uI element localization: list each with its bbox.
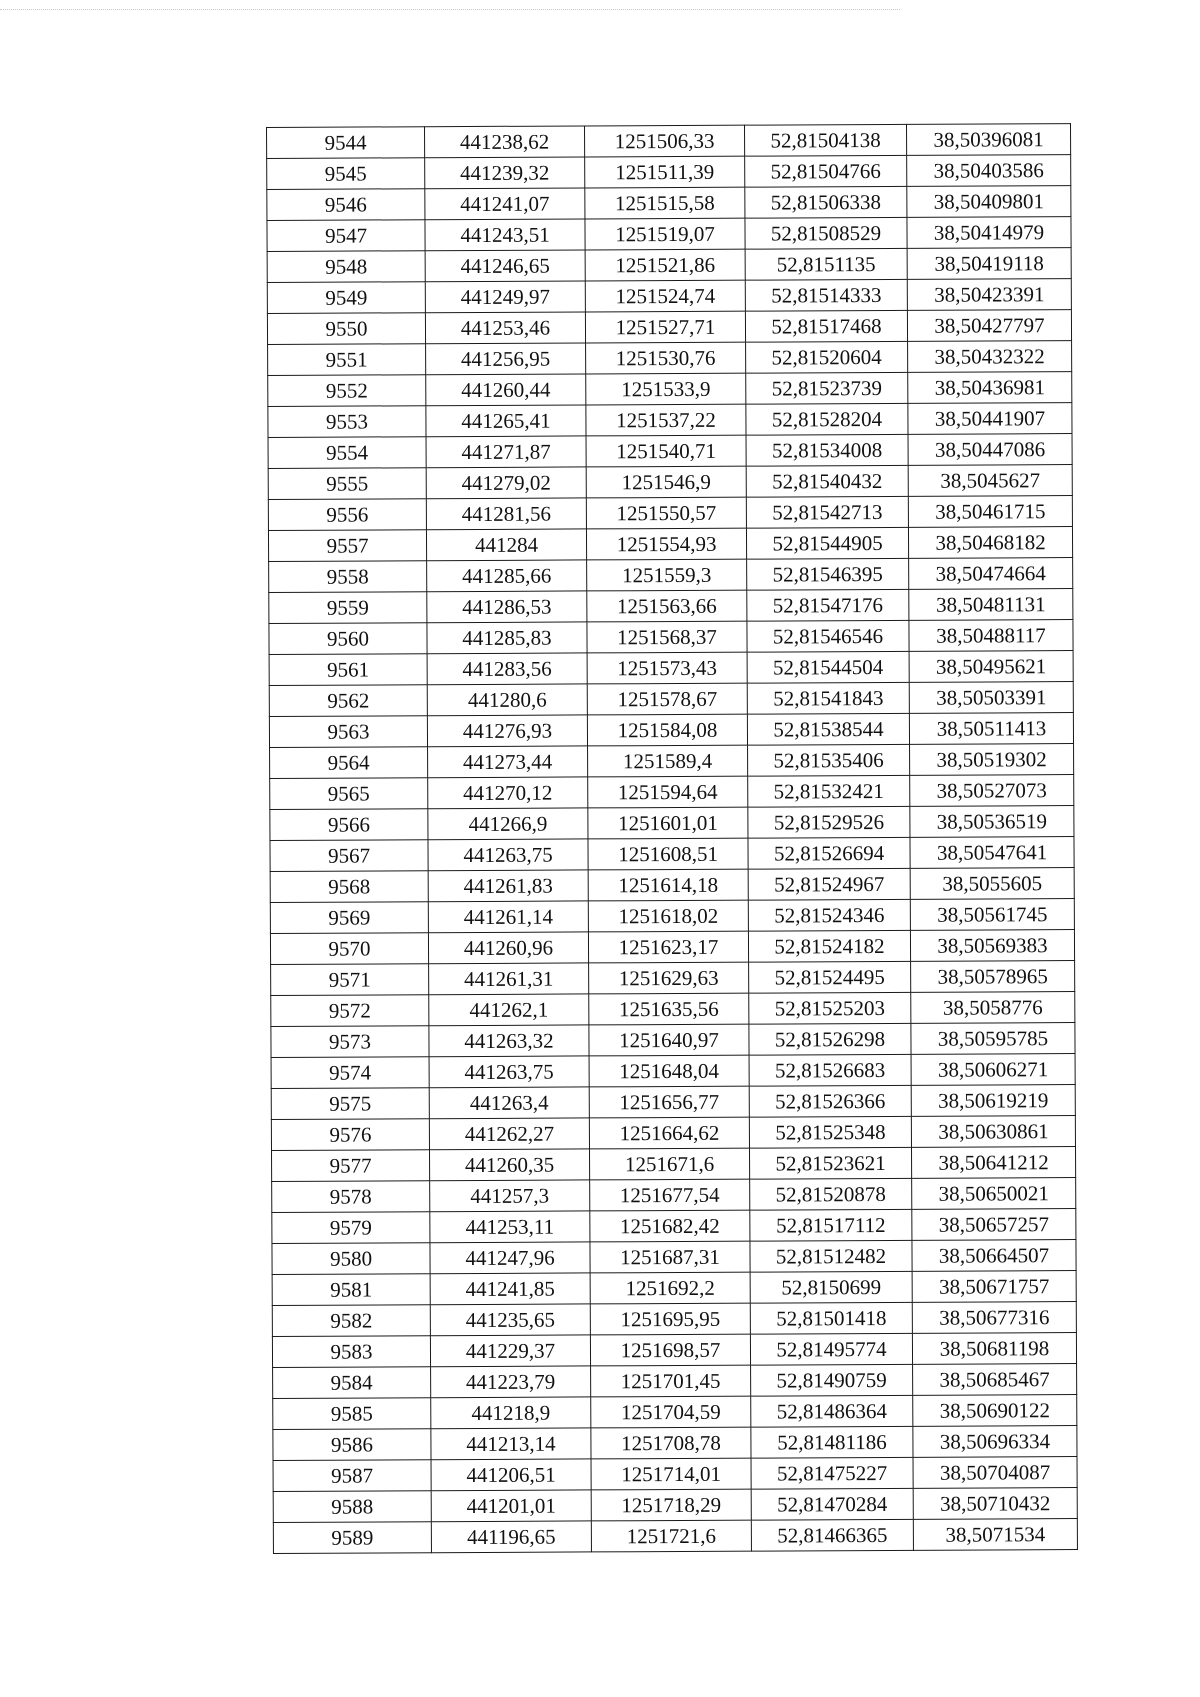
y-coordinate-cell: 1251640,97 [589,1024,749,1056]
point-number-cell: 9577 [272,1150,430,1182]
latitude-cell: 52,81544905 [746,527,908,559]
table-row [267,124,1071,159]
longitude-cell: 38,50474664 [909,558,1073,590]
y-coordinate-cell: 1251584,08 [587,714,747,746]
y-coordinate-cell: 1251682,42 [590,1210,750,1242]
point-number-cell: 9544 [267,127,425,159]
latitude-cell: 52,81466365 [751,1519,913,1551]
longitude-cell: 38,50519302 [910,744,1074,776]
latitude-cell: 52,81526366 [749,1085,911,1117]
x-coordinate-cell: 441280,6 [427,684,587,716]
point-number-cell: 9546 [267,189,425,221]
y-coordinate-cell: 1251519,07 [585,218,745,250]
table-row [269,558,1073,593]
x-coordinate-cell: 441279,02 [426,467,586,499]
latitude-cell: 52,81481186 [751,1426,913,1458]
table-row [272,1302,1076,1337]
point-number-cell: 9584 [273,1367,431,1399]
latitude-cell: 52,81517468 [745,310,907,342]
longitude-cell: 38,50595785 [911,1023,1075,1055]
table-row [273,1488,1077,1523]
longitude-cell: 38,50681198 [912,1333,1076,1365]
latitude-cell: 52,81526694 [748,837,910,869]
point-number-cell: 9561 [269,654,427,686]
latitude-cell: 52,81501418 [750,1302,912,1334]
table-row [273,1364,1077,1399]
longitude-cell: 38,50441907 [908,403,1072,435]
x-coordinate-cell: 441283,56 [427,653,587,685]
x-coordinate-cell: 441285,83 [427,622,587,654]
table-row [271,992,1075,1027]
longitude-cell: 38,5058776 [911,992,1075,1024]
y-coordinate-cell: 1251530,76 [586,342,746,374]
latitude-cell: 52,81470284 [751,1488,913,1520]
latitude-cell: 52,81534008 [746,434,908,466]
latitude-cell: 52,8150699 [750,1271,912,1303]
point-number-cell: 9564 [270,747,428,779]
y-coordinate-cell: 1251648,04 [589,1055,749,1087]
point-number-cell: 9579 [272,1212,430,1244]
x-coordinate-cell: 441260,44 [426,374,586,406]
y-coordinate-cell: 1251601,01 [588,807,748,839]
longitude-cell: 38,50468182 [908,527,1072,559]
y-coordinate-cell: 1251554,93 [586,528,746,560]
y-coordinate-cell: 1251692,2 [590,1272,750,1304]
latitude-cell: 52,81508529 [745,217,907,249]
point-number-cell: 9545 [267,158,425,190]
point-number-cell: 9586 [273,1429,431,1461]
x-coordinate-cell: 441246,65 [425,250,585,282]
latitude-cell: 52,81520604 [746,341,908,373]
latitude-cell: 52,81540432 [746,465,908,497]
x-coordinate-cell: 441276,93 [427,715,587,747]
table-row [269,651,1073,686]
table-row [272,1271,1076,1306]
point-number-cell: 9580 [272,1243,430,1275]
latitude-cell: 52,81475227 [751,1457,913,1489]
latitude-cell: 52,81524967 [748,868,910,900]
y-coordinate-cell: 1251578,67 [587,683,747,715]
table-row [273,1395,1077,1430]
x-coordinate-cell: 441241,85 [430,1273,590,1305]
y-coordinate-cell: 1251589,4 [588,745,748,777]
point-number-cell: 9572 [271,995,429,1027]
scan-edge-line [0,9,900,10]
point-number-cell: 9549 [267,282,425,314]
longitude-cell: 38,50495621 [909,651,1073,683]
x-coordinate-cell: 441247,96 [430,1242,590,1274]
longitude-cell: 38,50396081 [906,124,1070,156]
point-number-cell: 9587 [273,1460,431,1492]
longitude-cell: 38,50671757 [912,1271,1076,1303]
table-row [269,682,1073,717]
x-coordinate-cell: 441260,96 [428,932,588,964]
x-coordinate-cell: 441253,11 [430,1211,590,1243]
y-coordinate-cell: 1251708,78 [591,1427,751,1459]
latitude-cell: 52,81495774 [750,1333,912,1365]
x-coordinate-cell: 441261,83 [428,870,588,902]
x-coordinate-cell: 441263,32 [429,1025,589,1057]
longitude-cell: 38,50527073 [910,775,1074,807]
longitude-cell: 38,50447086 [908,434,1072,466]
point-number-cell: 9575 [271,1088,429,1120]
x-coordinate-cell: 441201,01 [431,1490,591,1522]
x-coordinate-cell: 441265,41 [426,405,586,437]
x-coordinate-cell: 441249,97 [425,281,585,313]
latitude-cell: 52,81526298 [749,1023,911,1055]
x-coordinate-cell: 441285,66 [427,560,587,592]
latitude-cell: 52,81524346 [748,899,910,931]
x-coordinate-cell: 441263,75 [428,839,588,871]
table-row [267,217,1071,252]
latitude-cell: 52,81528204 [746,403,908,435]
x-coordinate-cell: 441238,62 [425,126,585,158]
longitude-cell: 38,50536519 [910,806,1074,838]
point-number-cell: 9588 [273,1491,431,1523]
table-row [267,310,1071,345]
longitude-cell: 38,50641212 [911,1147,1075,1179]
coordinates-table-body [267,124,1078,1554]
point-number-cell: 9571 [271,964,429,996]
longitude-cell: 38,50561745 [910,899,1074,931]
x-coordinate-cell: 441257,3 [430,1180,590,1212]
longitude-cell: 38,50409801 [907,186,1071,218]
point-number-cell: 9576 [271,1119,429,1151]
point-number-cell: 9583 [272,1336,430,1368]
y-coordinate-cell: 1251664,62 [589,1117,749,1149]
table-row [272,1147,1076,1182]
latitude-cell: 52,81524495 [749,961,911,993]
x-coordinate-cell: 441243,51 [425,219,585,251]
point-number-cell: 9582 [272,1305,430,1337]
y-coordinate-cell: 1251623,17 [588,931,748,963]
table-row [268,403,1072,438]
x-coordinate-cell: 441261,31 [429,963,589,995]
latitude-cell: 52,81547176 [747,589,909,621]
table-row [271,1085,1075,1120]
longitude-cell: 38,50690122 [913,1395,1077,1427]
point-number-cell: 9569 [270,902,428,934]
latitude-cell: 52,81506338 [745,186,907,218]
x-coordinate-cell: 441223,79 [431,1366,591,1398]
latitude-cell: 52,81514333 [745,279,907,311]
x-coordinate-cell: 441218,9 [431,1397,591,1429]
x-coordinate-cell: 441213,14 [431,1428,591,1460]
point-number-cell: 9585 [273,1398,431,1430]
latitude-cell: 52,81541843 [747,682,909,714]
table-row [268,372,1072,407]
longitude-cell: 38,50677316 [912,1302,1076,1334]
y-coordinate-cell: 1251614,18 [588,869,748,901]
y-coordinate-cell: 1251533,9 [586,373,746,405]
table-row [270,775,1074,810]
latitude-cell: 52,81523739 [746,372,908,404]
table-row [272,1178,1076,1213]
y-coordinate-cell: 1251546,9 [586,466,746,498]
longitude-cell: 38,50657257 [912,1209,1076,1241]
y-coordinate-cell: 1251511,39 [585,156,745,188]
latitude-cell: 52,81524182 [748,930,910,962]
point-number-cell: 9581 [272,1274,430,1306]
latitude-cell: 52,81520878 [750,1178,912,1210]
longitude-cell: 38,50403586 [907,155,1071,187]
longitude-cell: 38,50664507 [912,1240,1076,1272]
latitude-cell: 52,81546546 [747,620,909,652]
table-row [270,930,1074,965]
latitude-cell: 52,81517112 [750,1209,912,1241]
longitude-cell: 38,50419118 [907,248,1071,280]
y-coordinate-cell: 1251521,86 [585,249,745,281]
x-coordinate-cell: 441261,14 [428,901,588,933]
longitude-cell: 38,50511413 [909,713,1073,745]
latitude-cell: 52,81525203 [749,992,911,1024]
longitude-cell: 38,5045627 [908,465,1072,497]
point-number-cell: 9552 [268,375,426,407]
point-number-cell: 9568 [270,871,428,903]
latitude-cell: 52,81512482 [750,1240,912,1272]
x-coordinate-cell: 441262,1 [429,994,589,1026]
table-row [267,155,1071,190]
y-coordinate-cell: 1251594,64 [588,776,748,808]
point-number-cell: 9570 [270,933,428,965]
longitude-cell: 38,50606271 [911,1054,1075,1086]
latitude-cell: 52,81532421 [748,775,910,807]
latitude-cell: 52,81542713 [746,496,908,528]
y-coordinate-cell: 1251656,77 [589,1086,749,1118]
longitude-cell: 38,50414979 [907,217,1071,249]
y-coordinate-cell: 1251671,6 [589,1148,749,1180]
y-coordinate-cell: 1251718,29 [591,1489,751,1521]
x-coordinate-cell: 441241,07 [425,188,585,220]
point-number-cell: 9566 [270,809,428,841]
table-row [268,527,1072,562]
point-number-cell: 9555 [268,468,426,500]
y-coordinate-cell: 1251618,02 [588,900,748,932]
x-coordinate-cell: 441263,4 [429,1087,589,1119]
table-row [270,744,1074,779]
y-coordinate-cell: 1251704,59 [591,1396,751,1428]
latitude-cell: 52,81504138 [744,124,906,156]
latitude-cell: 52,81535406 [748,744,910,776]
point-number-cell: 9556 [268,499,426,531]
table-row [268,434,1072,469]
table-row [272,1209,1076,1244]
x-coordinate-cell: 441273,44 [428,746,588,778]
longitude-cell: 38,50547641 [910,837,1074,869]
longitude-cell: 38,50488117 [909,620,1073,652]
x-coordinate-cell: 441284 [426,529,586,561]
y-coordinate-cell: 1251677,54 [590,1179,750,1211]
y-coordinate-cell: 1251524,74 [585,280,745,312]
table-row [273,1426,1077,1461]
point-number-cell: 9558 [269,561,427,593]
y-coordinate-cell: 1251687,31 [590,1241,750,1273]
x-coordinate-cell: 441286,53 [427,591,587,623]
y-coordinate-cell: 1251559,3 [587,559,747,591]
latitude-cell: 52,8151135 [745,248,907,280]
longitude-cell: 38,50436981 [908,372,1072,404]
longitude-cell: 38,50578965 [911,961,1075,993]
point-number-cell: 9589 [273,1522,431,1554]
table-row [270,868,1074,903]
y-coordinate-cell: 1251721,6 [591,1520,751,1552]
y-coordinate-cell: 1251635,56 [589,993,749,1025]
x-coordinate-cell: 441235,65 [430,1304,590,1336]
x-coordinate-cell: 441263,75 [429,1056,589,1088]
x-coordinate-cell: 441229,37 [430,1335,590,1367]
longitude-cell: 38,50685467 [913,1364,1077,1396]
table-row [270,806,1074,841]
latitude-cell: 52,81529526 [748,806,910,838]
table-row [271,1023,1075,1058]
longitude-cell: 38,50696334 [913,1426,1077,1458]
table-row [273,1519,1077,1554]
y-coordinate-cell: 1251629,63 [589,962,749,994]
table-row [273,1457,1077,1492]
table-row [272,1240,1076,1275]
table-row [271,961,1075,996]
latitude-cell: 52,81504766 [745,155,907,187]
latitude-cell: 52,81526683 [749,1054,911,1086]
longitude-cell: 38,50427797 [907,310,1071,342]
table-row [269,620,1073,655]
table-row [271,1116,1075,1151]
longitude-cell: 38,50481131 [909,589,1073,621]
point-number-cell: 9551 [268,344,426,376]
longitude-cell: 38,50619219 [911,1085,1075,1117]
point-number-cell: 9553 [268,406,426,438]
y-coordinate-cell: 1251573,43 [587,652,747,684]
y-coordinate-cell: 1251568,37 [587,621,747,653]
point-number-cell: 9563 [269,716,427,748]
table-row [268,341,1072,376]
latitude-cell: 52,81490759 [751,1364,913,1396]
y-coordinate-cell: 1251698,57 [590,1334,750,1366]
y-coordinate-cell: 1251540,71 [586,435,746,467]
point-number-cell: 9562 [269,685,427,717]
x-coordinate-cell: 441262,27 [429,1118,589,1150]
x-coordinate-cell: 441206,51 [431,1459,591,1491]
longitude-cell: 38,5055605 [910,868,1074,900]
longitude-cell: 38,50650021 [912,1178,1076,1210]
x-coordinate-cell: 441196,65 [431,1521,591,1553]
table-row [269,589,1073,624]
coordinates-table [266,123,1078,1554]
y-coordinate-cell: 1251515,58 [585,187,745,219]
y-coordinate-cell: 1251695,95 [590,1303,750,1335]
y-coordinate-cell: 1251714,01 [591,1458,751,1490]
longitude-cell: 38,50461715 [908,496,1072,528]
y-coordinate-cell: 1251701,45 [591,1365,751,1397]
longitude-cell: 38,50569383 [910,930,1074,962]
longitude-cell: 38,5071534 [913,1519,1077,1551]
latitude-cell: 52,81544504 [747,651,909,683]
table-row [270,837,1074,872]
point-number-cell: 9548 [267,251,425,283]
latitude-cell: 52,81523621 [749,1147,911,1179]
y-coordinate-cell: 1251608,51 [588,838,748,870]
longitude-cell: 38,50630861 [911,1116,1075,1148]
longitude-cell: 38,50503391 [909,682,1073,714]
x-coordinate-cell: 441256,95 [426,343,586,375]
y-coordinate-cell: 1251537,22 [586,404,746,436]
x-coordinate-cell: 441271,87 [426,436,586,468]
table-row [267,186,1071,221]
table-row [270,899,1074,934]
point-number-cell: 9557 [268,530,426,562]
table-row [272,1333,1076,1368]
x-coordinate-cell: 441239,32 [425,157,585,189]
table-row [268,465,1072,500]
y-coordinate-cell: 1251563,66 [587,590,747,622]
x-coordinate-cell: 441253,46 [425,312,585,344]
longitude-cell: 38,50423391 [907,279,1071,311]
y-coordinate-cell: 1251506,33 [584,125,744,157]
y-coordinate-cell: 1251527,71 [585,311,745,343]
x-coordinate-cell: 441260,35 [429,1149,589,1181]
latitude-cell: 52,81486364 [751,1395,913,1427]
point-number-cell: 9573 [271,1026,429,1058]
latitude-cell: 52,81538544 [747,713,909,745]
point-number-cell: 9560 [269,623,427,655]
table-row [267,248,1071,283]
latitude-cell: 52,81525348 [749,1116,911,1148]
point-number-cell: 9565 [270,778,428,810]
point-number-cell: 9567 [270,840,428,872]
point-number-cell: 9578 [272,1181,430,1213]
y-coordinate-cell: 1251550,57 [586,497,746,529]
x-coordinate-cell: 441281,56 [426,498,586,530]
longitude-cell: 38,50710432 [913,1488,1077,1520]
longitude-cell: 38,50704087 [913,1457,1077,1489]
point-number-cell: 9547 [267,220,425,252]
point-number-cell: 9574 [271,1057,429,1089]
table-row [271,1054,1075,1089]
point-number-cell: 9550 [267,313,425,345]
point-number-cell: 9559 [269,592,427,624]
table-row [267,279,1071,314]
point-number-cell: 9554 [268,437,426,469]
table-row [269,713,1073,748]
latitude-cell: 52,81546395 [747,558,909,590]
table-row [268,496,1072,531]
longitude-cell: 38,50432322 [908,341,1072,373]
x-coordinate-cell: 441270,12 [428,777,588,809]
x-coordinate-cell: 441266,9 [428,808,588,840]
